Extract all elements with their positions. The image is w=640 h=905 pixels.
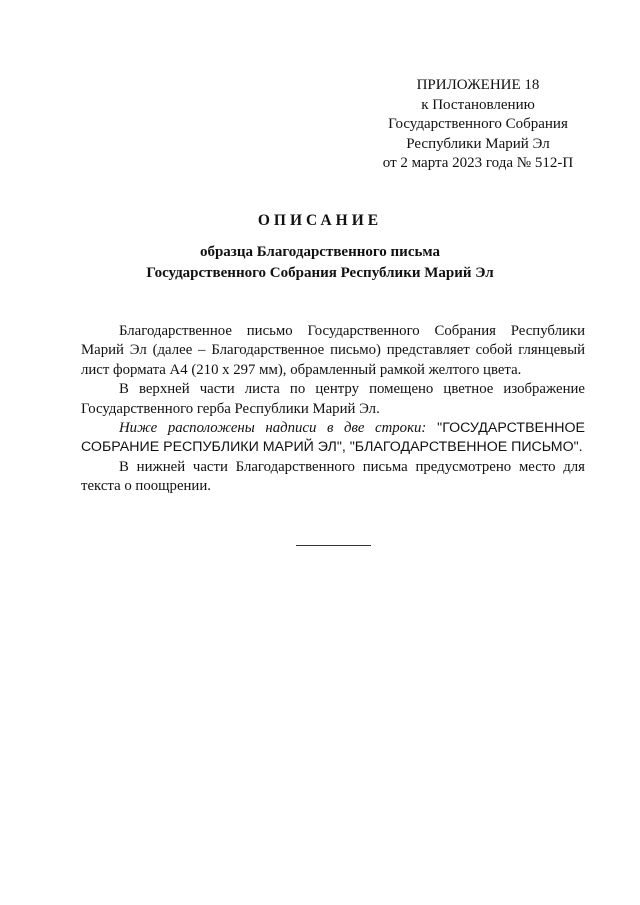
paragraph-coat-of-arms: В верхней части листа по центру помещено цветное изображение Государственного герба Республики Марий Эл. bbox=[81, 381, 585, 417]
inscriptions-quoted-text: "ГОСУДАРСТВЕННОЕ СОБРАНИЕ РЕСПУБЛИКИ МАРИЙ ЭЛ", "БЛАГОДАРСТВЕННОЕ ПИСЬМО". bbox=[81, 420, 586, 456]
appendix-title: ПРИЛОЖЕНИЕ 18 bbox=[416, 77, 540, 93]
subtitle-line-1: образца Благодарственного письма bbox=[199, 244, 441, 260]
appendix-date-number: от 2 марта 2023 года № 512-П bbox=[382, 155, 574, 171]
appendix-authority: Государственного Собрания bbox=[388, 116, 568, 132]
document-subtitle bbox=[0, 242, 640, 284]
appendix-reference: к Постановлению bbox=[421, 96, 535, 113]
paragraph-inscriptions bbox=[81, 419, 585, 458]
document-title: ОПИСАНИЕ bbox=[257, 212, 383, 229]
appendix-block bbox=[368, 76, 588, 174]
subtitle-line-2: Государственного Собрания Республики Марий Эл bbox=[146, 265, 494, 281]
paragraph-bottom-area: В нижней части Благодарственного письма предусмотрено место для текста о поощрении. bbox=[81, 458, 585, 495]
end-divider-line bbox=[296, 545, 371, 546]
inscriptions-lead-text: Ниже расположены надписи в две строки: bbox=[119, 420, 427, 437]
description-body bbox=[81, 322, 585, 497]
paragraph-letter-format: Благодарственное письмо Государственного Собрания Республики Марий Эл (далее – Благодарственное письмо) представляет собой глянцевый лист формата А4 (210 х 297 мм), обрамленный рамкой желтого цвета. bbox=[81, 323, 585, 378]
appendix-republic: Республики Марий Эл bbox=[406, 135, 550, 152]
